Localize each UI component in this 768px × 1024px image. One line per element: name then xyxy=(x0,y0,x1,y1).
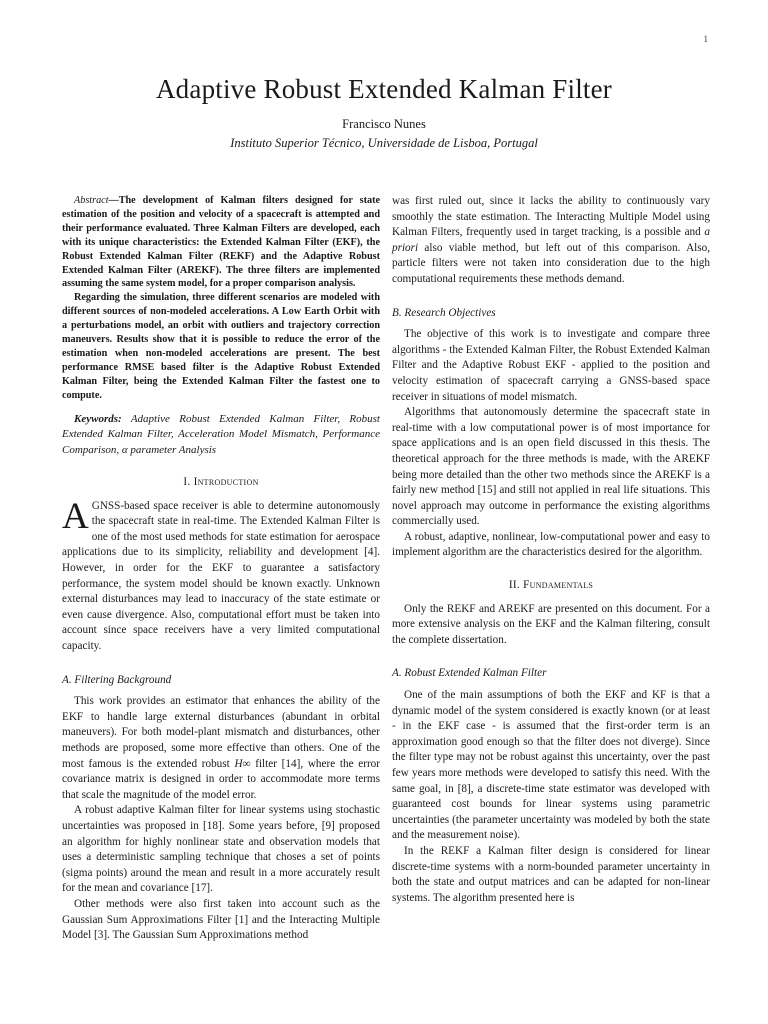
section-numeral: I. xyxy=(183,476,191,489)
abstract-label: Abstract xyxy=(74,195,109,206)
author-name: Francisco Nunes xyxy=(342,117,426,131)
abstract-paragraph-2: Regarding the simulation, three different scenarios are modeled with different sources of non-modeled accelerations. A Low Earth Orbit with a perturbations model, an orbit with outliers and trajectory correction maneuvers. Results show that it is possible to reduce the error of the estimation when non-modeled accelerations are present. The best performance RMSE based filter is the Adaptive Robust Extended Kalman Filter, being the Extended Kalman Filter the fastest one to compute. xyxy=(62,292,380,401)
author-affiliation: Instituto Superior Técnico, Universidade de Lisboa, Portugal xyxy=(230,136,538,150)
filtering-text-1a: This work provides an estimator that enhances the ability of the EKF to handle large external disturbances (abundant in orbital maneuvers). For both model-plant mismatch and disturbances, other methods are proposed, some more effective than others. One of the most famous is the extended robust xyxy=(62,695,380,770)
paper-title: Adaptive Robust Extended Kalman Filter xyxy=(155,74,612,104)
rekf-paragraph-2: In the REKF a Kalman filter design is considered for linear discrete-time systems with a norm-bounded parameter uncertainty in both the state and output matrices and can be adapted for non-linear systems. The algorithm presented here is xyxy=(392,844,710,904)
abstract-text-1: —The development of Kalman filters designed for state estimation of the position and velocity of a spacecraft is attempted and their performance evaluated. Three Kalman Filters are developed, each with its unique characteristics: the Extended Kalman Filter (EKF), the Robust Extended Kalman Filter (REKF) and the Adaptive Robust Extended Kalman Filter (AREKF). The three filters are implemented assuming the same system model, for a proper comparison analysis. xyxy=(62,195,380,290)
continued-paragraph xyxy=(392,194,710,288)
section-title-fundamentals xyxy=(392,578,710,594)
keywords-text: Adaptive Robust Extended Kalman Filter, Robust Extended Kalman Filter, Acceleration Model Mismatch, Performance Comparison, α parameter Analysis xyxy=(62,412,380,456)
section-title-text: Fundamentals xyxy=(523,579,594,592)
continued-text-b: also viable method, but left out of this comparison. Also, particle filters were not taken into consideration due to the high computational requirements these methods demand. xyxy=(392,241,710,285)
h-infinity-symbol: H∞ xyxy=(234,757,251,770)
intro-paragraph-1 xyxy=(62,495,380,655)
abstract xyxy=(62,194,380,403)
filtering-paragraph-2: A robust adaptive Kalman filter for linear systems using stochastic uncertainties was proposed in [18]. Some years before, [9] proposed an algorithm for highly nonlinear state and observation models that uses a deterministic sampling technique that choses a set of points (sigma points) around the mean and result in a more accurately result for the mean and covariance [17]. xyxy=(62,804,380,895)
filtering-paragraph-1 xyxy=(62,694,380,803)
research-paragraph-3: A robust, adaptive, nonlinear, low-computational power and easy to implement algorithm are the characteristics desired for the algorithm. xyxy=(392,530,710,559)
abstract-paragraph-1 xyxy=(62,194,380,291)
subsection-title-rekf: A. Robust Extended Kalman Filter xyxy=(392,667,547,680)
continued-italic: a priori xyxy=(392,226,710,254)
right-column xyxy=(392,194,710,906)
section-title-text: Introduction xyxy=(193,476,259,489)
rekf-paragraph-1: One of the main assumptions of both the EKF and KF is that a dynamic model of the system considered is exactly known (or at least - in the EKF case - is assumed that the first-order term is an approximation good enough so that the filter does not diverge). Since the filter type may not be robust against this uncertainty, over the past few years more methods were developed to satisfy this need. With the same goal, in [8], a discrete-time state estimator was developed with guaranteed cost bounds for linear systems using parametric uncertainties (the parameter uncertainty was modeled by both the state and the measurement noise). xyxy=(392,689,710,842)
research-paragraph-2: Algorithms that autonomously determine the spacecraft state in real-time with a low computational power is of most importance for space applications and is an open field discussed in this thesis. The theoretical approach for the three methods is made, with the AREKF being more detailed than the other two methods since the AREKF is a fairly new method [15] and still not applied in real life situations. This novel approach may outcome in performance the existing algorithms commercially used. xyxy=(392,406,710,528)
left-column xyxy=(62,194,380,944)
intro-text: GNSS-based space receiver is able to determine autonomously the spacecraft state in real-time. The Extended Kalman Filter is one of the most used methods for state estimation for aerospace applications due to its simplicity, reliability and development [4]. However, in order for the EKF to guarantee a satisfactory performance, the system model should be known exactly. Unknown external disturbances may lead to inaccuracy of the state estimate or even cause divergence. Also, computational effort must be taken into account since space receivers have a very limited computational capacity. xyxy=(62,499,380,653)
page-number: 1 xyxy=(703,34,708,44)
filtering-text-1b: filter [14], where the error covariance matrix is designed in order to accommodate more terms that scale the magnitude of the model error. xyxy=(62,757,380,801)
fundamentals-paragraph-1: Only the REKF and AREKF are presented on this document. For a more extensive analysis on the EKF and the Kalman filtering, consult the complete dissertation. xyxy=(392,602,710,646)
section-title-introduction xyxy=(62,475,380,491)
drop-cap: A xyxy=(62,495,89,537)
filtering-paragraph-3: Other methods were also first taken into account such as the Gaussian Sum Approximations Filter [1] and the Interacting Multiple Model [3]. The Gaussian Sum Approximations method xyxy=(62,897,380,942)
subsection-title-filtering-background: A. Filtering Background xyxy=(62,673,172,686)
keywords-label: Keywords: xyxy=(74,412,122,425)
keywords xyxy=(62,412,380,459)
research-paragraph-1: The objective of this work is to investigate and compare three algorithms - the Extended Kalman Filter, the Robust Extended Kalman Filter and the Adaptive Robust EKF - applied to the position and velocity estimation of spacecraft carrying a GNSS-based space receiver in situations of model mismatch. xyxy=(392,328,710,403)
subsection-title-research-objectives: B. Research Objectives xyxy=(392,306,496,319)
section-numeral: II. xyxy=(508,579,520,592)
continued-text-a: was first ruled out, since it lacks the ability to continuously vary smoothly the state estimation. The Interacting Multiple Model using Kalman Filters, frequently used in target tracking, is a possible and xyxy=(392,195,710,239)
